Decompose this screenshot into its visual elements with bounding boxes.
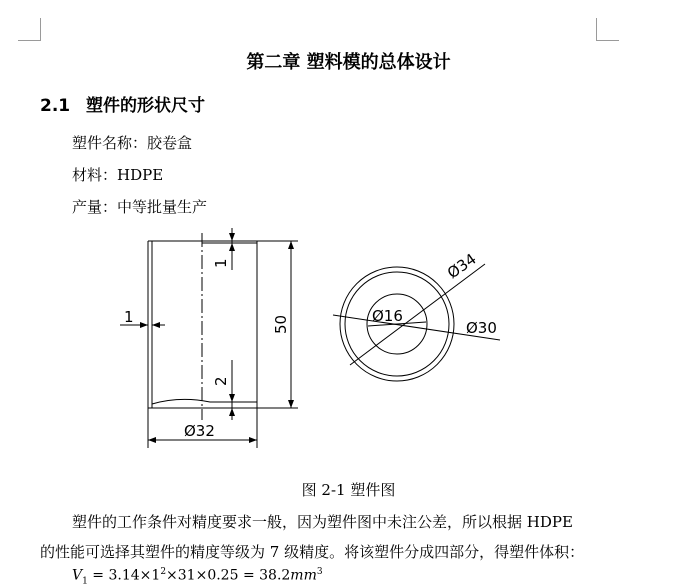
formula-lhs-sub: 1	[82, 576, 88, 586]
dim-top-label: 1	[212, 258, 230, 268]
side-view	[120, 228, 298, 448]
figure-caption: 图 2-1 塑件图	[301, 481, 396, 499]
production-line: 产量：中等批量生产	[72, 198, 208, 216]
formula-exp-unit: 3	[316, 567, 323, 577]
dim-wall-label: 1	[124, 308, 134, 326]
body-paragraph-line-1: 塑件的工作条件对精度要求一般，因为塑件图中未注公差，所以根据 HDPE	[72, 513, 573, 531]
formula-exp-a: 2	[160, 567, 167, 577]
formula-lhs: V	[72, 567, 83, 584]
dim-mid-label: Ø30	[466, 319, 497, 337]
formula-unit: mm	[290, 567, 317, 584]
section-title: 塑件的形状尺寸	[86, 96, 205, 116]
dim-height-label: 50	[272, 314, 290, 334]
dim-outer-label: Ø34	[443, 249, 480, 283]
formula-rhs-a: = 3.14×1	[87, 567, 161, 584]
material-line: 材料：HDPE	[72, 166, 164, 184]
section-number: 2.1	[40, 96, 71, 116]
dim-diameter-label: Ø32	[184, 422, 215, 440]
body-paragraph-line-2: 的性能可选择其塑件的精度等级为 7 级精度。将该塑件分成四部分，得塑件体积：	[40, 543, 585, 561]
part-name-line: 塑件名称：胶卷盒	[72, 134, 193, 152]
volume-formula	[72, 567, 323, 586]
chapter-title: 第二章 塑料模的总体设计	[246, 52, 451, 73]
dim-bottom-label: 2	[212, 376, 230, 386]
dim-inner-label: Ø16	[372, 307, 403, 325]
formula-rhs-b: ×31×0.25 = 38.2	[166, 567, 291, 584]
